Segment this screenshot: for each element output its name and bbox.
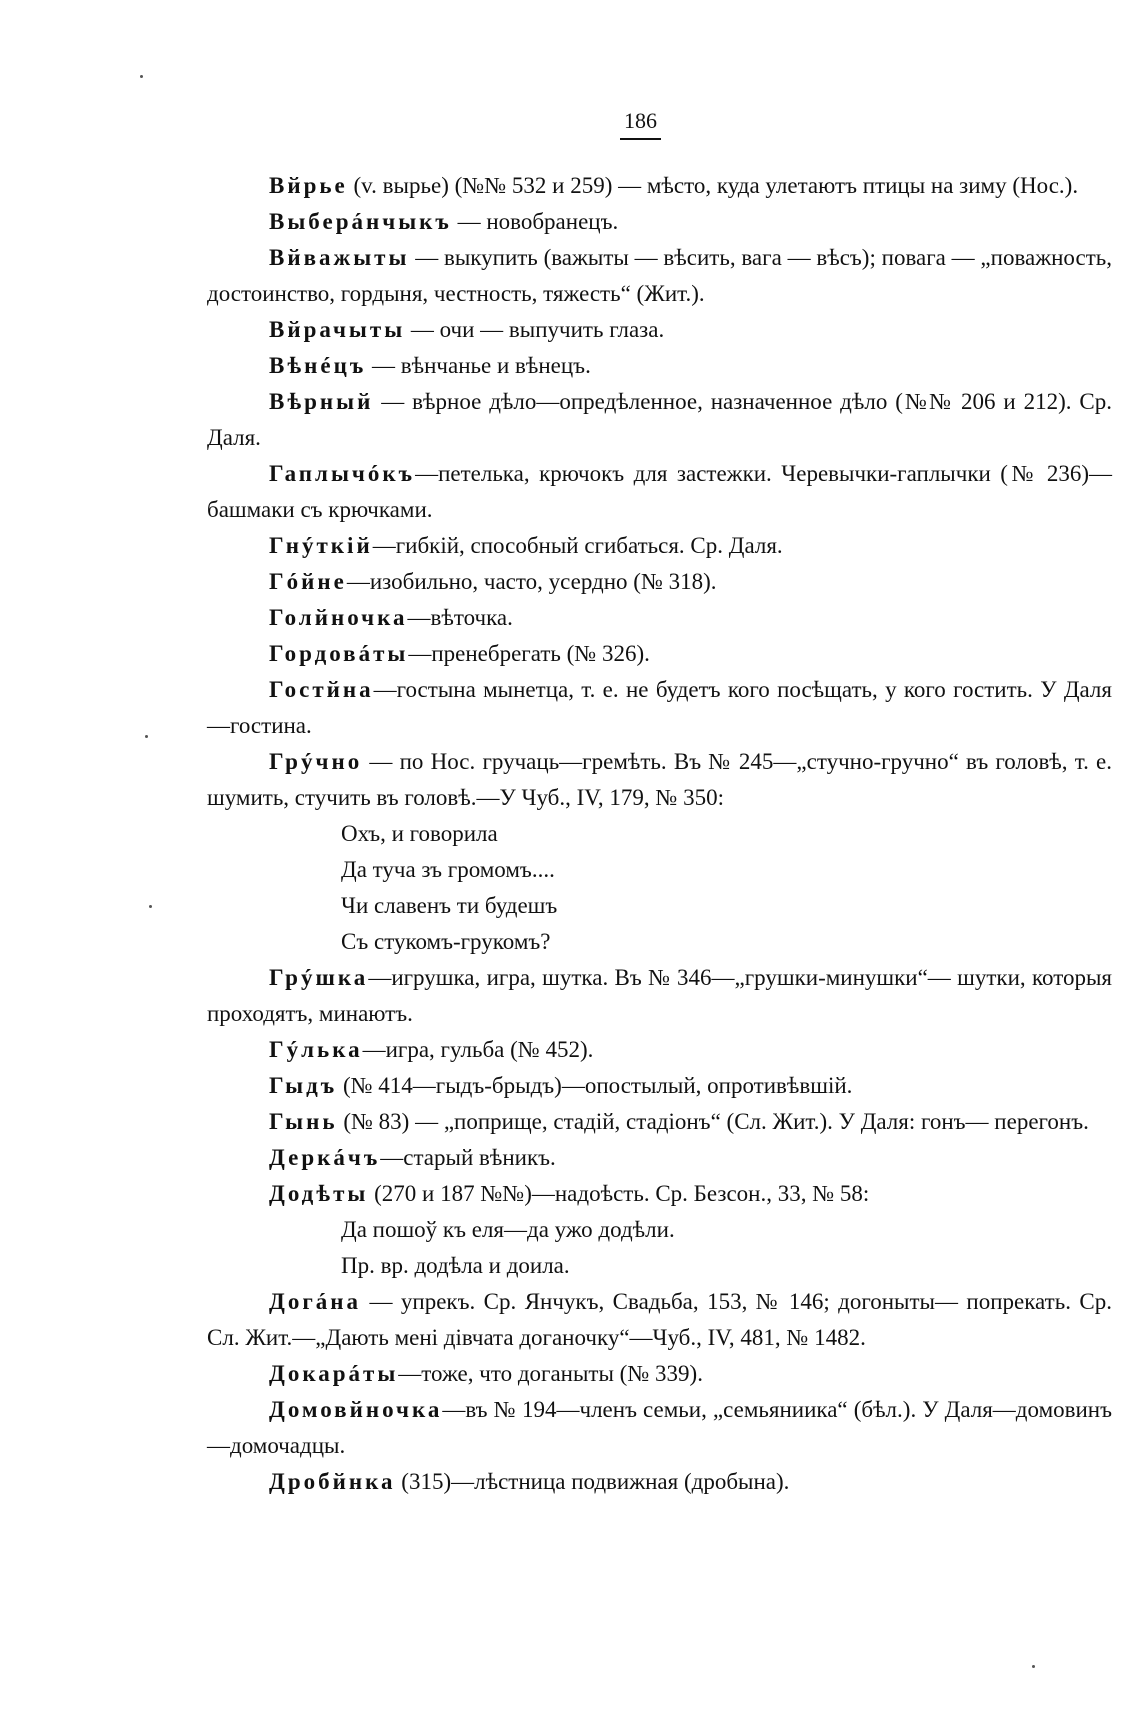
definition: — очи — выпучить глаза. bbox=[405, 317, 665, 342]
headword: Выберáнчыкъ bbox=[269, 209, 452, 234]
definition: —пренебрегать (№ 326). bbox=[408, 641, 650, 666]
scan-speck bbox=[149, 905, 152, 908]
entry bbox=[207, 348, 1112, 384]
entry bbox=[207, 1464, 1112, 1500]
verse-line: Пр. вр. додѣла и доила. bbox=[341, 1253, 570, 1278]
definition: (315)—лѣстница подвижная (дробына). bbox=[395, 1469, 790, 1494]
entry bbox=[207, 528, 1112, 564]
entry bbox=[207, 1176, 1112, 1212]
definition: —тоже, что доганыты (№ 339). bbox=[398, 1361, 703, 1386]
headword: Гаплычóкъ bbox=[269, 461, 416, 486]
entry bbox=[207, 1140, 1112, 1176]
definition: (v. вырье) (№№ 532 и 259) — мѣсто, куда улетаютъ птицы на зиму (Нос.). bbox=[347, 173, 1079, 198]
entry bbox=[207, 564, 1112, 600]
headword: Гыдъ bbox=[269, 1073, 338, 1098]
headword: Додѣты bbox=[269, 1181, 369, 1206]
definition: — новобранецъ. bbox=[451, 209, 619, 234]
headword: Гордовáты bbox=[269, 641, 409, 666]
definition: (№ 83) — „поприще, стадій, стадіонъ“ (Сл. Жит.). У Даля: гонъ— перегонъ. bbox=[337, 1109, 1089, 1134]
scan-speck bbox=[1032, 1665, 1035, 1668]
headword: Вѣрный bbox=[269, 389, 374, 414]
entry bbox=[207, 1284, 1112, 1356]
entry bbox=[207, 456, 1112, 528]
entry bbox=[207, 744, 1112, 816]
entry bbox=[207, 168, 1112, 204]
headword: Вѣнéцъ bbox=[269, 353, 367, 378]
definition: —гибкій, способный сгибаться. Ср. Даля. bbox=[372, 533, 783, 558]
page-number: 186 bbox=[620, 108, 661, 140]
headword: Вйрачыты bbox=[269, 317, 406, 342]
definition: — вѣрное дѣло—опредѣленное, назначенное дѣло (№№ 206 и 212). Ср. Даля. bbox=[207, 389, 1112, 450]
entry bbox=[207, 1032, 1112, 1068]
verse-line: Чи славенъ ти будешъ bbox=[341, 893, 558, 918]
headword: Гынь bbox=[269, 1109, 338, 1134]
headword: Грýчно bbox=[269, 749, 363, 774]
definition: — по Нос. гручаць—гремѣть. Въ № 245—„стучно-гручно“ въ головѣ, т. е. шумить, стучить въ головѣ.—У Чуб., IV, 179, № 350: bbox=[207, 749, 1112, 810]
scan-speck bbox=[140, 75, 143, 78]
headword: Гýлька bbox=[269, 1037, 363, 1062]
definition: —игрушка, игра, шутка. Въ № 346—„грушки-минушки“— шутки, которыя проходятъ, минаютъ. bbox=[207, 965, 1112, 1026]
definition: —петелька, крючокъ для застежки. Черевычки-гаплычки (№ 236)—башмаки съ крючками. bbox=[207, 461, 1112, 522]
entry bbox=[207, 960, 1112, 1032]
headword: Гóйне bbox=[269, 569, 347, 594]
entry bbox=[207, 312, 1112, 348]
entry bbox=[207, 636, 1112, 672]
entry bbox=[207, 600, 1112, 636]
entry bbox=[207, 240, 1112, 312]
headword: Докарáты bbox=[269, 1361, 399, 1386]
headword: Домовйночка bbox=[269, 1397, 443, 1422]
headword: Грýшка bbox=[269, 965, 369, 990]
entry bbox=[207, 1068, 1112, 1104]
verse-line: Охъ, и говорила bbox=[341, 821, 498, 846]
entry bbox=[207, 672, 1112, 744]
headword: Деркáчъ bbox=[269, 1145, 381, 1170]
entry bbox=[207, 1104, 1112, 1140]
entry bbox=[207, 1392, 1112, 1464]
entry bbox=[207, 204, 1112, 240]
definition: —игра, гульба (№ 452). bbox=[362, 1037, 594, 1062]
headword: Вйважыты bbox=[269, 245, 410, 270]
definition: — выкупить (важыты — вѣсить, вага — вѣсъ); повага — „поважность, достоинство, гордыня, честность, тяжесть“ (Жит.). bbox=[207, 245, 1112, 306]
definition: (270 и 187 №№)—надоѣсть. Ср. Безсон., 33, № 58: bbox=[368, 1181, 870, 1206]
entry bbox=[207, 384, 1112, 456]
definition: —изобильно, часто, усердно (№ 318). bbox=[346, 569, 717, 594]
dictionary-entries bbox=[207, 168, 1112, 1500]
headword: Дробйнка bbox=[269, 1469, 396, 1494]
headword: Гостйна bbox=[269, 677, 374, 702]
verse-line: Да пошоў къ еля—да ужо додѣли. bbox=[341, 1217, 675, 1242]
definition: (№ 414—гыдъ-брыдъ)—опостылый, опротивѣвшій. bbox=[337, 1073, 853, 1098]
definition: —гостына мынетца, т. е. не будетъ кого посѣщать, у кого гостить. У Даля—гостина. bbox=[207, 677, 1112, 738]
scan-speck bbox=[145, 735, 148, 738]
headword: Вйрье bbox=[269, 173, 348, 198]
headword: Голйночка bbox=[269, 605, 408, 630]
entry bbox=[207, 1356, 1112, 1392]
definition: — вѣнчанье и вѣнецъ. bbox=[366, 353, 591, 378]
headword: Гнýткій bbox=[269, 533, 373, 558]
verse-line: Да туча зъ громомъ.... bbox=[341, 857, 555, 882]
headword: Догáна bbox=[269, 1289, 362, 1314]
definition: —въ № 194—членъ семьи, „семьяниика“ (бѣл.). У Даля—домовинъ—домочадцы. bbox=[207, 1397, 1112, 1458]
verse-line: Съ стукомъ-грукомъ? bbox=[341, 929, 551, 954]
definition: — упрекъ. Ср. Янчукъ, Свадьба, 153, № 146; догоныты— попрекать. Ср. Сл. Жит.—„Дають мені дівчата доганочку“—Чуб., IV, 481, № 1482. bbox=[207, 1289, 1112, 1350]
definition: —вѣточка. bbox=[407, 605, 513, 630]
definition: —старый вѣникъ. bbox=[380, 1145, 556, 1170]
